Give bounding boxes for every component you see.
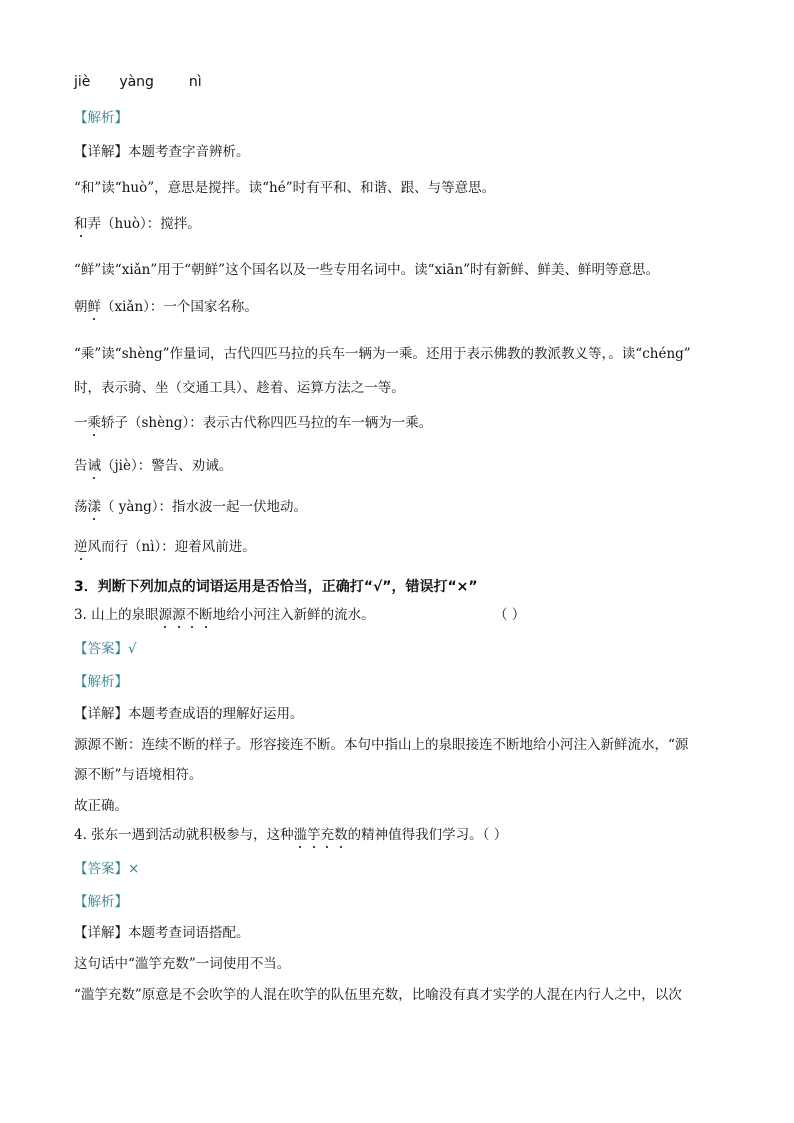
pinyin-answer-row — [74, 73, 202, 91]
example-text: （ yàng）：指水波一起一伏地动。 — [101, 499, 308, 515]
example-line — [74, 538, 256, 556]
dotted-char: 数 — [334, 827, 348, 843]
question-text: 3. 山上的泉眼 — [74, 607, 159, 623]
section-heading: 3．判断下列加点的词语运用是否恰当，正确打“√”，错误打“×” — [74, 579, 478, 595]
example-text: （xiǎn）：一个国家名称。 — [101, 299, 258, 315]
example-text: （jiè）：警告、劝诫。 — [101, 458, 233, 474]
explanation-line: 时，表示骑、坐（交通工具）、趁着、运算方法之一等。 — [74, 380, 405, 396]
explanation-line: “滥竽充数”原意是不会吹竽的人混在吹竽的队伍里充数，比喻没有真才实学的人混在内行人之中，以次 — [74, 987, 682, 1003]
dotted-char: 逆 — [74, 539, 88, 555]
example-char: 朝 — [74, 299, 88, 315]
detail-intro: 【详解】本题考查词语搭配。 — [74, 925, 250, 941]
dotted-char: 乘 — [87, 415, 101, 431]
example-char: 荡 — [74, 499, 88, 515]
dotted-char: 诫 — [87, 458, 101, 474]
detail-intro: 【详解】本题考查字音辨析。 — [74, 144, 250, 160]
explanation-line: “鲜”读“xiǎn”用于“朝鲜”这个国名以及一些专用名词中。读“xiān”时有新鲜、鲜美、鲜明等意思。 — [74, 262, 660, 278]
question-4 — [74, 826, 507, 844]
example-line — [74, 414, 432, 432]
pinyin-answer: jiè — [74, 74, 91, 90]
example-char: 一 — [74, 415, 88, 431]
explanation-line: “乘”读“shèng”作量词，古代四匹马拉的兵车一辆为一乘。还用于表示佛教的教派教义等，。读“chéng” — [74, 346, 691, 362]
analysis-tag: 【解析】 — [74, 894, 128, 910]
answer-blank: （ ） — [494, 607, 526, 623]
conclusion-line: 故正确。 — [74, 798, 128, 814]
example-text: 轿子（shèng）：表示古代称四匹马拉的车一辆为一乘。 — [101, 415, 433, 431]
question-text: 地给小河注入新鲜的流水。 — [212, 607, 375, 623]
dotted-char: 充 — [320, 827, 335, 843]
detail-intro: 【详解】本题考查成语的理解好运用。 — [74, 706, 304, 722]
question-text: 的精神值得我们学习。（ ） — [347, 827, 508, 843]
example-char: 告 — [74, 458, 88, 474]
answer-tag: 【答案】√ — [74, 641, 137, 657]
example-line — [74, 457, 232, 475]
dotted-char: 断 — [199, 607, 213, 623]
dotted-char: 漾 — [87, 499, 101, 515]
answer-tag: 【答案】× — [74, 861, 140, 877]
question-text: 4. 张东一遇到活动就积极参与，这种 — [74, 827, 294, 843]
example-line — [74, 298, 258, 316]
analysis-tag: 【解析】 — [74, 110, 128, 126]
dotted-char: 源 — [172, 607, 186, 623]
example-text: 风而行（nì）：迎着风前进。 — [87, 539, 256, 555]
explanation-line: 源不断”与语境相符。 — [74, 767, 203, 783]
example-line — [74, 215, 201, 233]
explanation-line: “和”读“huò”，意思是搅拌。读“hé”时有平和、和谐、跟、与等意思。 — [74, 180, 496, 196]
dotted-char: 源 — [158, 607, 173, 623]
dotted-char: 不 — [185, 607, 200, 623]
analysis-tag: 【解析】 — [74, 674, 128, 690]
example-text: 弄（huò）：搅拌。 — [87, 216, 201, 232]
example-line — [74, 498, 307, 516]
explanation-line: 这句话中“滥竽充数”一词使用不当。 — [74, 956, 291, 972]
dotted-char: 滥 — [293, 827, 308, 843]
pinyin-answer: nì — [188, 74, 202, 90]
pinyin-answer: yàng — [119, 74, 154, 90]
dotted-char: 鲜 — [87, 299, 101, 315]
dotted-char: 竽 — [307, 827, 321, 843]
dotted-char: 和 — [74, 216, 88, 232]
explanation-line: 源源不断：连续不断的样子。形容接连不断。本句中指山上的泉眼接连不断地给小河注入新鲜流水，“源 — [74, 737, 689, 753]
question-3 — [74, 606, 375, 624]
